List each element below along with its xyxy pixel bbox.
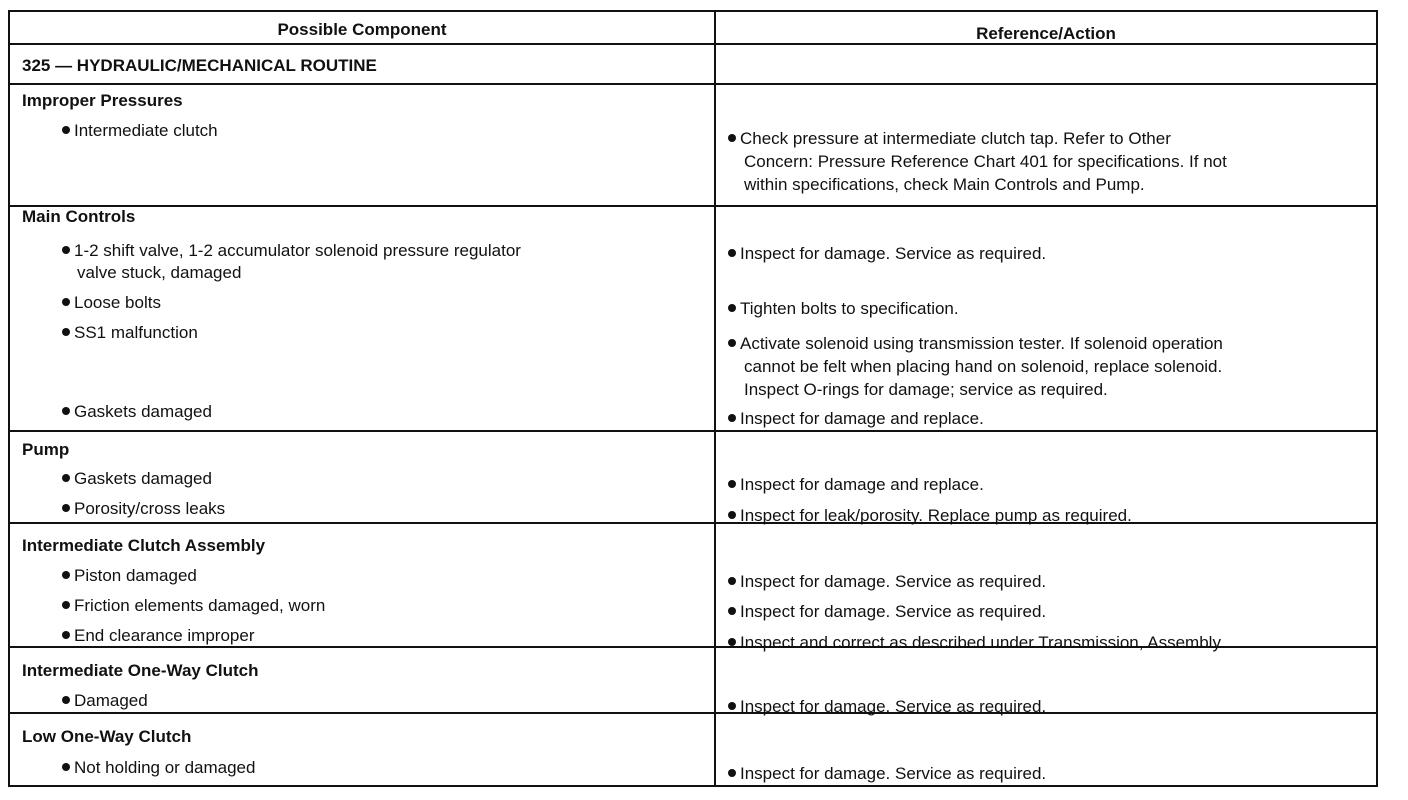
bullet-icon bbox=[728, 414, 736, 422]
action-item-continued: Inspect O-rings for damage; service as required. bbox=[744, 380, 1108, 399]
component-item: Damaged bbox=[62, 691, 148, 711]
action-item: Inspect for damage and replace. bbox=[728, 409, 984, 429]
bullet-icon bbox=[62, 328, 70, 336]
bullet-icon bbox=[62, 298, 70, 306]
component-item: Gaskets damaged bbox=[62, 402, 212, 422]
section-title: Pump bbox=[22, 440, 70, 459]
action-item-continued: cannot be felt when placing hand on solenoid, replace solenoid. bbox=[744, 357, 1223, 376]
row-divider bbox=[10, 205, 1376, 207]
component-item: Porosity/cross leaks bbox=[62, 499, 225, 519]
bullet-icon bbox=[62, 571, 70, 579]
component-item: End clearance improper bbox=[62, 626, 254, 646]
bullet-icon bbox=[62, 126, 70, 134]
bullet-icon bbox=[62, 246, 70, 254]
component-item: Piston damaged bbox=[62, 566, 197, 586]
bullet-icon bbox=[62, 407, 70, 415]
bullet-icon bbox=[728, 134, 736, 142]
action-item: Inspect for damage and replace. bbox=[728, 475, 984, 495]
section-title: Improper Pressures bbox=[22, 91, 183, 110]
component-item: Friction elements damaged, worn bbox=[62, 596, 325, 616]
component-item: SS1 malfunction bbox=[62, 323, 198, 343]
action-item: Activate solenoid using transmission tester. If solenoid operation bbox=[728, 334, 1223, 354]
component-item: 1-2 shift valve, 1-2 accumulator solenoid pressure regulator bbox=[62, 241, 521, 261]
row-divider bbox=[10, 83, 1376, 85]
column-divider bbox=[714, 12, 716, 785]
section-title: Main Controls bbox=[22, 207, 136, 226]
header-possible-component: Possible Component bbox=[277, 20, 447, 39]
routine-title: 325 — HYDRAULIC/MECHANICAL ROUTINE bbox=[22, 56, 377, 75]
bullet-icon bbox=[728, 304, 736, 312]
action-item: Inspect for damage. Service as required. bbox=[728, 764, 1046, 784]
row-divider bbox=[10, 430, 1376, 432]
header-reference-action: Reference/Action bbox=[976, 24, 1116, 43]
row-divider bbox=[10, 522, 1376, 524]
action-item: Inspect for damage. Service as required. bbox=[728, 572, 1046, 592]
bullet-icon bbox=[62, 504, 70, 512]
action-item: Inspect for damage. Service as required. bbox=[728, 602, 1046, 622]
action-item: Tighten bolts to specification. bbox=[728, 299, 959, 319]
bullet-icon bbox=[728, 638, 736, 646]
action-item: Inspect for damage. Service as required. bbox=[728, 697, 1046, 717]
bullet-icon bbox=[728, 769, 736, 777]
bullet-icon bbox=[728, 607, 736, 615]
action-item-continued: Concern: Pressure Reference Chart 401 for specifications. If not bbox=[744, 152, 1227, 171]
action-item: Inspect and correct as described under Transmission, Assembly bbox=[728, 633, 1221, 653]
bullet-icon bbox=[728, 480, 736, 488]
diagnosis-table bbox=[8, 10, 1378, 787]
section-title: Intermediate One-Way Clutch bbox=[22, 661, 259, 680]
bullet-icon bbox=[62, 601, 70, 609]
component-item: Intermediate clutch bbox=[62, 121, 218, 141]
bullet-icon bbox=[62, 631, 70, 639]
bullet-icon bbox=[728, 511, 736, 519]
component-item: Not holding or damaged bbox=[62, 758, 255, 778]
component-item-continued: valve stuck, damaged bbox=[77, 263, 242, 282]
action-item: Inspect for leak/porosity. Replace pump as required. bbox=[728, 506, 1132, 526]
bullet-icon bbox=[62, 763, 70, 771]
section-title: Low One-Way Clutch bbox=[22, 727, 192, 746]
bullet-icon bbox=[728, 339, 736, 347]
bullet-icon bbox=[62, 474, 70, 482]
component-item: Loose bolts bbox=[62, 293, 161, 313]
bullet-icon bbox=[728, 249, 736, 257]
bullet-icon bbox=[62, 696, 70, 704]
bullet-icon bbox=[728, 702, 736, 710]
action-item: Check pressure at intermediate clutch tap. Refer to Other bbox=[728, 129, 1171, 149]
action-item: Inspect for damage. Service as required. bbox=[728, 244, 1046, 264]
row-divider bbox=[10, 712, 1376, 714]
component-item: Gaskets damaged bbox=[62, 469, 212, 489]
action-item-continued: within specifications, check Main Controls and Pump. bbox=[744, 175, 1145, 194]
bullet-icon bbox=[728, 577, 736, 585]
section-title: Intermediate Clutch Assembly bbox=[22, 536, 266, 555]
